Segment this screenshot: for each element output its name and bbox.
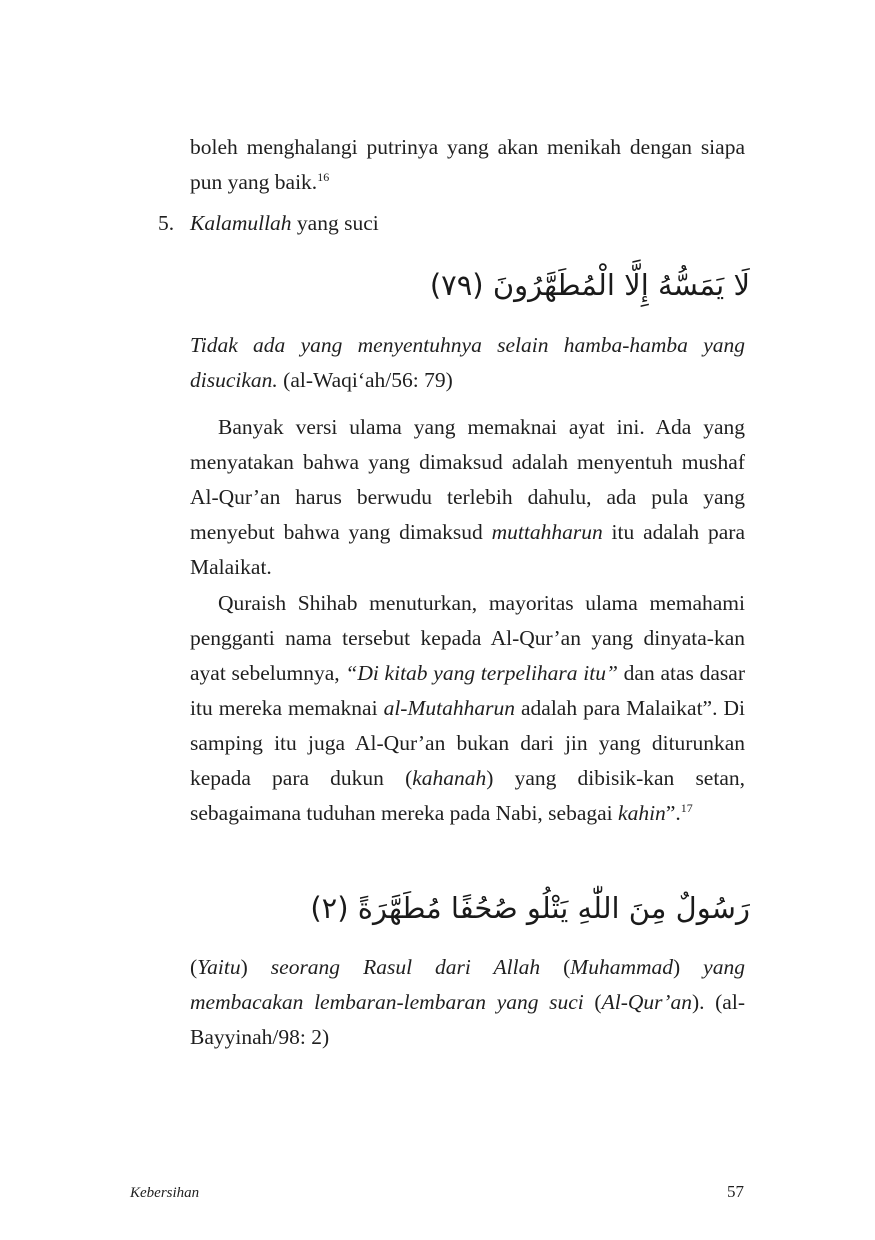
- body-paragraph-2: [190, 586, 745, 831]
- para1-italic: muttahharun: [491, 520, 603, 544]
- verse-1-translation: [190, 328, 745, 398]
- para2-text-4: ) yang dibisik-kan setan, sebagaimana tuduhan mereka pada Nabi, sebagai: [190, 766, 745, 825]
- para1-end: itu adalah para Malaikat.: [190, 520, 746, 579]
- v2-p3: (: [540, 955, 571, 979]
- page-number: 57: [727, 1182, 744, 1201]
- v2-p2: ): [240, 955, 271, 979]
- para2-text-5: ”.: [665, 801, 681, 825]
- v2-i3: Muhammad: [570, 955, 673, 979]
- para2-italic-4: kahin: [618, 801, 666, 825]
- verse-2-translation: [190, 950, 745, 1055]
- intro-text: boleh menghalangi putrinya yang akan menikah dengan siapa pun yang baik.: [190, 135, 745, 194]
- verse-1-reference: (al-Waqi‘ah/56: 79): [277, 368, 453, 392]
- footnote-ref-17: 17: [680, 800, 693, 815]
- v2-i4: yang membacakan lembaran-lembaran yang suci: [190, 955, 745, 1014]
- list-item-title-italic: Kalamullah: [190, 211, 292, 235]
- footer-chapter-title: Kebersihan: [130, 1185, 200, 1201]
- list-item-5: [158, 206, 379, 241]
- arabic-verse-1: لَا يَمَسُّهُ إِلَّا الْمُطَهَّرُونَ (٧٩): [429, 268, 750, 302]
- para2-text-1: Quraish Shihab menuturkan, mayoritas ulama memahami pengganti nama tersebut kepada Al-Qur’an yang dinyata-kan ayat sebelumnya,: [190, 591, 745, 685]
- para2-italic-3: kahanah: [412, 766, 487, 790]
- v2-i5: Al-Qur’an: [601, 990, 692, 1014]
- v2-p6: ). (al-Bayyinah/98: 2): [190, 990, 745, 1049]
- list-item-title-rest: yang suci: [291, 211, 379, 235]
- para2-italic-1: “Di kitab yang terpelihara itu”: [345, 661, 618, 685]
- footnote-ref-16: 16: [317, 169, 330, 184]
- list-item-number: 5.: [158, 211, 175, 235]
- v2-i2: seorang Rasul dari Allah: [270, 955, 541, 979]
- body-paragraph-1: [190, 410, 745, 585]
- v2-p4: ): [673, 955, 704, 979]
- v2-i1: Yaitu: [197, 955, 241, 979]
- v2-p5: (: [583, 990, 602, 1014]
- para2-text-2: dan atas dasar itu mereka memaknai: [190, 661, 745, 720]
- intro-paragraph: [190, 130, 745, 200]
- arabic-verse-2: رَسُولٌ مِنَ اللّٰهِ يَتْلُو صُحُفًا مُطَهَّرَةً (٢): [310, 891, 750, 925]
- v2-p1: (: [190, 955, 198, 979]
- para2-italic-2: al-Mutahharun: [383, 696, 515, 720]
- para1-text: Banyak versi ulama yang memaknai ayat ini. Ada yang menyatakan bahwa yang dimaksud adalah menyentuh mushaf Al-Qur’an harus berwudu terlebih dahulu, ada pula yang menyebut bahwa yang dimaksud: [190, 415, 745, 544]
- verse-1-translation-italic: Tidak ada yang menyentuhnya selain hamba-hamba yang disucikan.: [190, 333, 745, 392]
- para2-text-3: adalah para Malaikat”. Di samping itu juga Al-Qur’an bukan dari jin yang diturunkan kepada para dukun (: [190, 696, 745, 790]
